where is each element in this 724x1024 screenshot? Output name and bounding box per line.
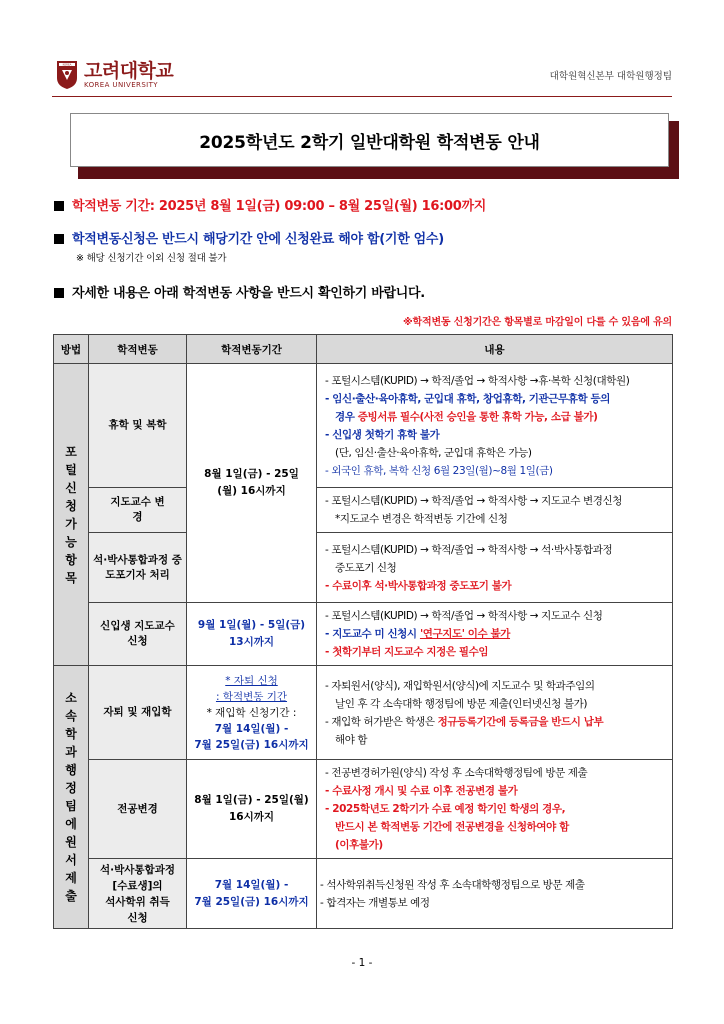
deadline-warning-note: ※학적변동 신청기간은 항목별로 마감일이 다를 수 있음에 유의 bbox=[403, 317, 672, 328]
square-bullet-icon bbox=[54, 288, 64, 298]
header-content: 내용 bbox=[317, 335, 673, 364]
period-withdraw: * 자퇴 신청 : 학적변동 기간 * 재입학 신청기간 : 7월 14일(월) - 7월 25일(금) 16시까지 bbox=[187, 666, 317, 760]
university-emblem-icon bbox=[56, 60, 78, 90]
table-row-major-change bbox=[54, 760, 673, 859]
period-major-change: 8월 1일(금) - 25일(월) 16시까지 bbox=[187, 760, 317, 859]
bullet-period bbox=[54, 195, 486, 214]
academic-change-table bbox=[53, 334, 673, 929]
content-integrated-quit: - 포털시스템(KUPID) → 학적/졸업 → 학적사항 → 석·박사통합과정 중도포기 신청 - 수료이후 석·박사통합과정 중도포기 불가 bbox=[317, 533, 673, 603]
content-new-advisor: - 포털시스템(KUPID) → 학적/졸업 → 학적사항 → 지도교수 신청 - 지도교수 미 신청시 '연구지도' 이수 불가 - 첫학기부터 지도교수 지정은 필수임 bbox=[317, 603, 673, 666]
content-major-change: - 전공변경허가원(양식) 작성 후 소속대학행정팀에 방문 제출 - 수료사정 개시 및 수료 이후 전공변경 불가 - 2025학년도 2학기가 수료 예정 학기인 학생의 경우, 반드시 본 학적변동 기간에 전공변경을 신청하여야 함 (이후불가) bbox=[317, 760, 673, 859]
bullet-period-text: 학적변동 기간: 2025년 8월 1일(금) 09:00 – 8월 25일(월) 16:00까지 bbox=[72, 199, 487, 214]
header-divider bbox=[52, 96, 672, 97]
category-integrated-quit: 석·박사통합과정 중도포기자 처리 bbox=[89, 533, 187, 603]
category-new-advisor: 신입생 지도교수 신청 bbox=[89, 603, 187, 666]
category-leave: 휴학 및 복학 bbox=[89, 364, 187, 488]
content-withdraw: - 자퇴원서(양식), 재입학원서(양식)에 지도교수 및 학과주임의 날인 후 각 소속대학 행정팀에 방문 제출(인터넷신청 불가) - 재입학 허가받은 학생은 정규등록기간에 등록금을 반드시 납부 해야 함 bbox=[317, 666, 673, 760]
department-name: 대학원혁신본부 대학원행정팀 bbox=[549, 71, 672, 82]
table-header-row bbox=[54, 335, 673, 364]
content-leave: - 포털시스템(KUPID) → 학적/졸업 → 학적사항 →휴·복학 신청(대학원) - 임신·출산·육아휴학, 군입대 휴학, 창업휴학, 기관근무휴학 등의 경우 증빙서류 필수(사전 승인을 통한 휴학 가능, 소급 불가) - 신입생 첫학기 휴학 불가 (단, 임신·출산·육아휴학, 군입대 휴학은 가능) - 외국인 휴학, 복학 신청 6월 23일(월)~8월 1일(금) bbox=[317, 364, 673, 488]
page-title: 2025학년도 2학기 일반대학원 학적변동 안내 bbox=[70, 113, 669, 167]
page-number: - 1 - bbox=[351, 957, 373, 969]
content-advisor-change: - 포털시스템(KUPID) → 학적/졸업 → 학적사항 → 지도교수 변경신청 *지도교수 변경은 학적변동 기간에 신청 bbox=[317, 488, 673, 533]
bullet-check-details bbox=[54, 282, 425, 301]
category-withdraw: 자퇴 및 재입학 bbox=[89, 666, 187, 760]
square-bullet-icon bbox=[54, 201, 64, 211]
bullet-must-complete-text: 학적변동신청은 반드시 해당기간 안에 신청완료 해야 함(기한 엄수) bbox=[72, 232, 444, 247]
logo-english-text: KOREA UNIVERSITY bbox=[84, 80, 158, 89]
bullet-check-details-text: 자세한 내용은 아래 학적변동 사항을 반드시 확인하기 바랍니다. bbox=[72, 286, 425, 301]
table-row-integrated-quit bbox=[54, 533, 673, 603]
logo-korean-text: 고려대학교 bbox=[84, 59, 174, 82]
content-master-degree: - 석사학위취득신청원 작성 후 소속대학행정팀으로 방문 제출 - 합격자는 개별통보 예정 bbox=[317, 859, 673, 929]
portal-method-label: 포털 신청 가능 항목 bbox=[54, 364, 89, 666]
no-exception-note: ※ 해당 신청기간 이외 신청 절대 불가 bbox=[76, 253, 227, 264]
header-method: 방법 bbox=[54, 335, 89, 364]
university-logo bbox=[56, 58, 173, 92]
category-advisor-change: 지도교수 변경 bbox=[89, 488, 187, 533]
header-change: 학적변동 bbox=[89, 335, 187, 364]
bullet-must-complete bbox=[54, 228, 444, 247]
emblem-text: KOREA bbox=[62, 63, 72, 67]
table-row-advisor-change bbox=[54, 488, 673, 533]
table-row-leave bbox=[54, 364, 673, 488]
office-method-label: 소속 학과 행정팀에 원서 제출 bbox=[54, 666, 89, 929]
header-period: 학적변동기간 bbox=[187, 335, 317, 364]
table-row-new-advisor bbox=[54, 603, 673, 666]
period-shared: 8월 1일(금) - 25일(월) 16시까지 bbox=[187, 364, 317, 603]
table-row-withdraw bbox=[54, 666, 673, 760]
period-new-advisor: 9월 1일(월) - 5일(금) 13시까지 bbox=[187, 603, 317, 666]
table-row-master-degree bbox=[54, 859, 673, 929]
square-bullet-icon bbox=[54, 234, 64, 244]
category-major-change: 전공변경 bbox=[89, 760, 187, 859]
period-master-degree: 7월 14일(월) - 7월 25일(금) 16시까지 bbox=[187, 859, 317, 929]
category-master-degree: 석·박사통합과정 [수료생]의 석사학위 취득 신청 bbox=[89, 859, 187, 929]
